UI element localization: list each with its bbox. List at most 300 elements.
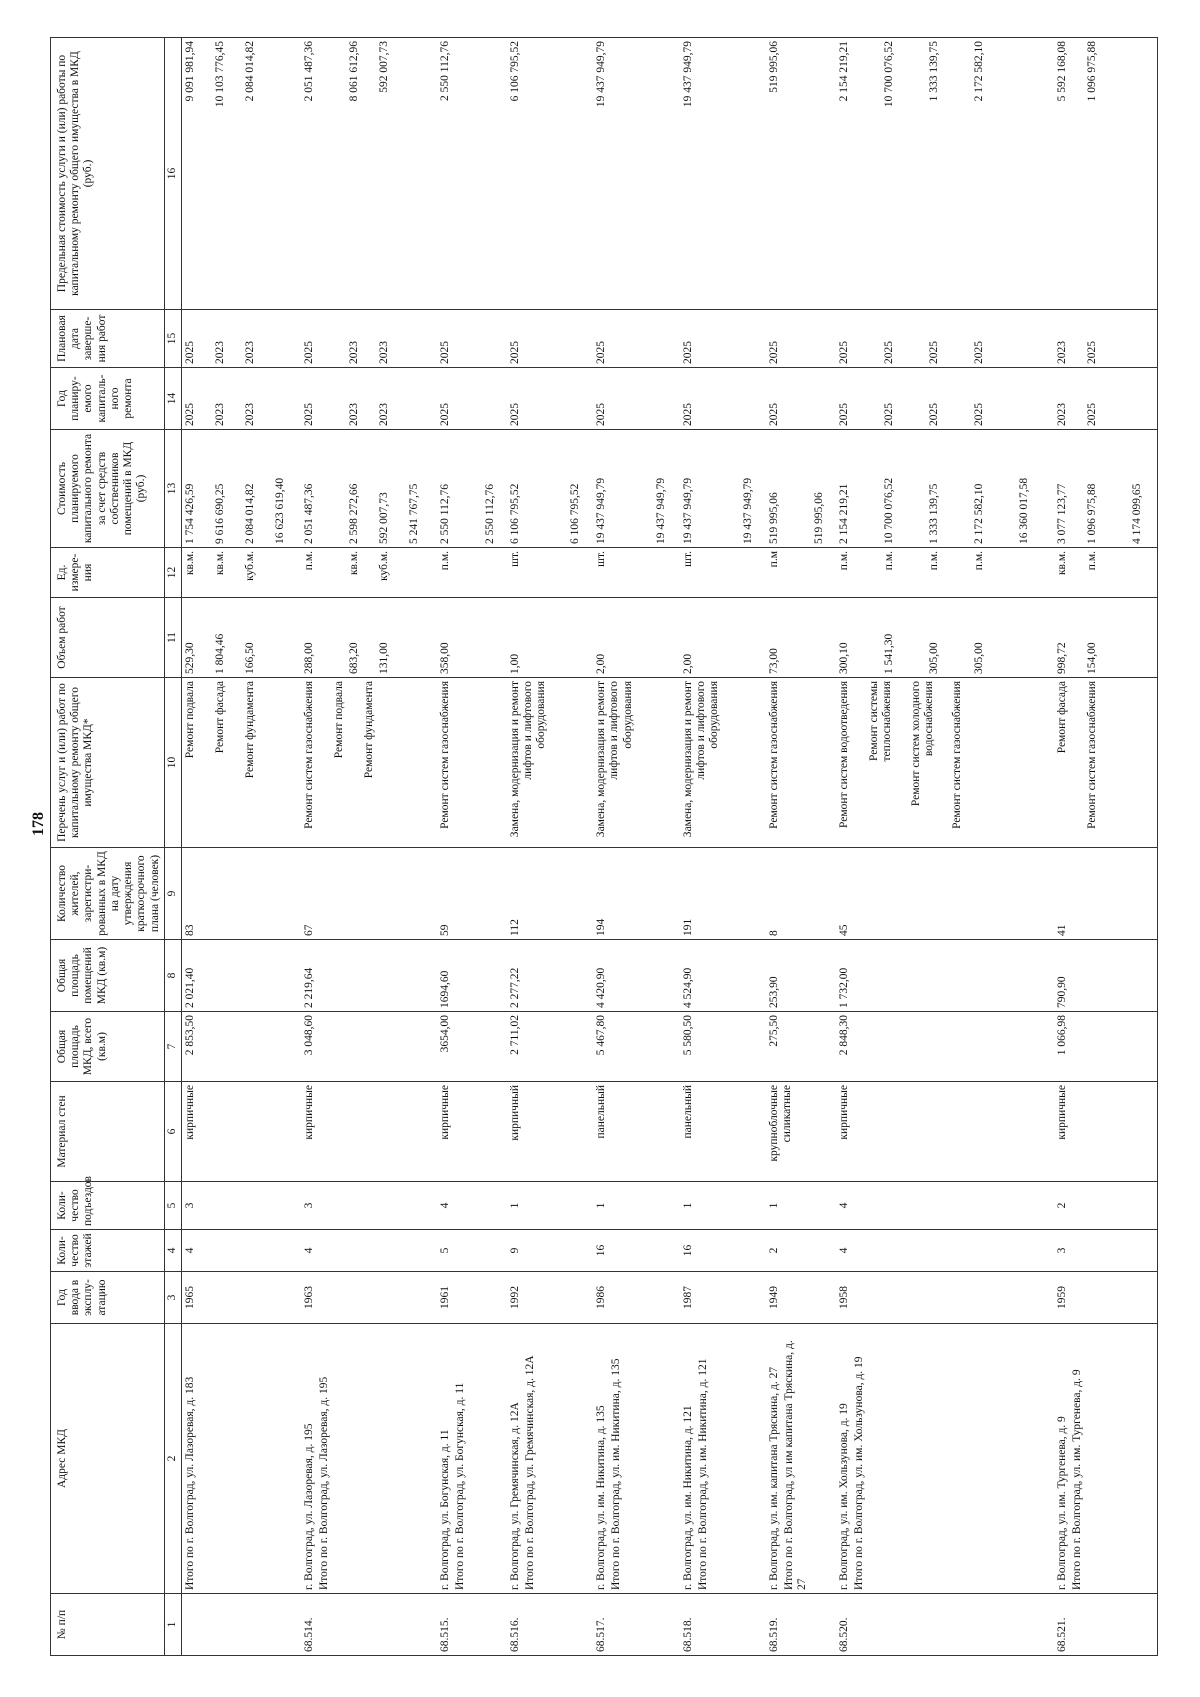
cell-line: Замена, модернизация и ремонт лифтов и лифтового оборудования: [681, 681, 721, 838]
table-cell: [437, 1082, 507, 1182]
cell-line: 5 592 168,08: [1055, 41, 1068, 102]
cell-line: 68.519.: [768, 1617, 781, 1652]
cell-line: Ремонт фасада: [1055, 681, 1068, 754]
cell-line: 4: [838, 1202, 851, 1209]
table-cell: [766, 1324, 836, 1594]
cell-line: 16 623 619,40: [273, 477, 286, 544]
table-cell: [593, 848, 679, 940]
cell-line: кв.м.: [1055, 551, 1068, 576]
cell-line: 529,30: [183, 642, 196, 674]
cell-line: 790,90: [1055, 976, 1068, 1008]
cell-line: 2025: [928, 341, 941, 364]
table-cell: [437, 848, 507, 940]
table-cell: [301, 1272, 437, 1324]
cell-line: Итого по г. Волгоград, ул. им. Никитина, д. 135: [610, 1358, 623, 1590]
cell-line: 45: [838, 924, 851, 936]
table-cell: [680, 1230, 766, 1272]
column-number: 2: [164, 1324, 181, 1594]
cell-line: 2 172 582,10: [973, 483, 986, 544]
table-cell: [766, 1012, 836, 1082]
table-cell: [766, 430, 836, 548]
table-cell: [593, 1594, 679, 1656]
table-cell: [437, 38, 507, 310]
column-number: 10: [164, 678, 181, 848]
cell-line: 2 051 487,36: [303, 483, 316, 544]
table-cell: [507, 1230, 593, 1272]
page-number: 178: [30, 812, 47, 836]
table-cell: [507, 1082, 593, 1182]
table-cell: [1054, 1324, 1158, 1594]
column-number: 15: [164, 310, 181, 368]
cell-line: 3 077 123,77: [1055, 483, 1068, 544]
table-cell: [1054, 1230, 1158, 1272]
cell-line: 3 048,60: [303, 1015, 316, 1056]
table-cell: [1054, 598, 1158, 678]
table-cell: [593, 38, 679, 310]
cell-line: 1965: [183, 1286, 196, 1309]
table-cell: [437, 1272, 507, 1324]
cell-line: 2 154 219,21: [838, 41, 851, 102]
cell-line: Ремонт фундамента: [243, 681, 256, 779]
cell-line: 2: [768, 1247, 781, 1254]
cell-line: Итого по г. Волгоград, ул. Богунская, д. 11: [453, 1382, 466, 1590]
cell-line: 68.514.: [303, 1617, 316, 1652]
table-cell: [1054, 1082, 1158, 1182]
cell-line: 358,00: [438, 642, 451, 674]
table-row: [437, 38, 507, 1656]
table-cell: [181, 1272, 301, 1324]
cell-line: г. Волгоград, ул. им. Тургенева, д. 9: [1055, 1416, 1068, 1590]
cell-line: 4 174 099,65: [1130, 483, 1143, 544]
table-cell: [766, 1230, 836, 1272]
cell-line: панельный: [681, 1085, 694, 1139]
cell-line: шт.: [595, 551, 608, 567]
cell-line: Ремонт систем газоснабжения: [303, 681, 316, 829]
cell-line: 2023: [213, 341, 226, 364]
cell-line: 112: [508, 919, 521, 936]
cell-line: 3: [1055, 1247, 1068, 1254]
table-cell: [181, 1012, 301, 1082]
cell-line: кирпичные: [1055, 1085, 1068, 1140]
table-row: [507, 38, 593, 1656]
column-header: Плановая дата заверше-ния работ: [51, 310, 165, 368]
cell-line: 2025: [681, 341, 694, 364]
table-cell: [593, 1012, 679, 1082]
cell-line: 2025: [595, 341, 608, 364]
table-cell: [593, 1182, 679, 1230]
cell-line: Ремонт систем газоснабжения: [1085, 681, 1098, 829]
column-number-row: [164, 38, 181, 1656]
cell-line: 68.515.: [438, 1617, 451, 1652]
column-number: 4: [164, 1230, 181, 1272]
cell-line: 10 103 776,45: [213, 41, 226, 108]
cell-line: п.м.: [303, 551, 316, 571]
cell-line: 1958: [838, 1286, 851, 1309]
table-cell: [181, 1324, 301, 1594]
table-cell: [301, 848, 437, 940]
table-row: [301, 38, 437, 1656]
cell-line: куб.м.: [378, 551, 391, 581]
cell-line: п.м.: [973, 551, 986, 571]
cell-line: 4 524,90: [681, 967, 694, 1008]
table-cell: [766, 368, 836, 430]
cell-line: Ремонт систем газоснабжения: [951, 681, 964, 829]
cell-line: 2025: [973, 341, 986, 364]
cell-line: Замена, модернизация и ремонт лифтов и лифтового оборудования: [508, 681, 548, 838]
cell-line: 1,00: [508, 653, 521, 674]
table-row: [181, 38, 301, 1656]
table-cell: [507, 548, 593, 598]
table-cell: [1054, 310, 1158, 368]
table-cell: [507, 1012, 593, 1082]
cell-line: 2 711,02: [508, 1015, 521, 1055]
column-header: Адрес МКД: [51, 1324, 165, 1594]
column-number: 16: [164, 38, 181, 310]
table-cell: [301, 1082, 437, 1182]
cell-line: 275,50: [768, 1015, 781, 1047]
table-cell: [766, 1594, 836, 1656]
cell-line: 2025: [768, 341, 781, 364]
column-header: Стоимость планируемого капитального ремонта за счет средств собственников помещений в МКД (руб.): [51, 430, 165, 548]
column-number: 3: [164, 1272, 181, 1324]
cell-line: 154,00: [1085, 642, 1098, 674]
table-cell: [836, 548, 1054, 598]
cell-line: 1 541,30: [883, 633, 896, 674]
cell-line: 2023: [213, 403, 226, 426]
column-number: 8: [164, 940, 181, 1012]
cell-line: 5 241 767,75: [408, 483, 421, 544]
table-cell: [301, 1230, 437, 1272]
cell-line: 2025: [681, 403, 694, 426]
cell-line: 68.521.: [1055, 1617, 1068, 1652]
table-cell: [507, 1272, 593, 1324]
table-cell: [593, 940, 679, 1012]
cell-line: 519 995,06: [813, 492, 826, 544]
table-row: [836, 38, 1054, 1656]
cell-line: 1: [595, 1202, 608, 1209]
column-number: 9: [164, 848, 181, 940]
cell-line: 305,00: [973, 642, 986, 674]
table-cell: [680, 1594, 766, 1656]
cell-line: 2025: [438, 341, 451, 364]
cell-line: 1 096 975,88: [1085, 483, 1098, 544]
cell-line: г. Волгоград, ул. Гремячинская, д. 12А: [508, 1402, 521, 1590]
cell-line: шт.: [508, 551, 521, 567]
cell-line: Итого по г. Волгоград, ул. им. Никитина, д. 121: [696, 1358, 709, 1590]
cell-line: 131,00: [378, 642, 391, 674]
table-cell: [836, 940, 1054, 1012]
table-cell: [437, 678, 507, 848]
cell-line: 2025: [838, 403, 851, 426]
cell-line: 83: [183, 924, 196, 936]
table-cell: [1054, 848, 1158, 940]
column-number: 14: [164, 368, 181, 430]
cell-line: 683,20: [348, 642, 361, 674]
table-cell: [836, 1182, 1054, 1230]
cell-line: 1 333 139,75: [928, 483, 941, 544]
cell-line: 41: [1055, 924, 1068, 936]
cell-line: 2025: [438, 403, 451, 426]
cell-line: 2025: [183, 403, 196, 426]
table-cell: [301, 1594, 437, 1656]
table-cell: [301, 430, 437, 548]
cell-line: 3: [303, 1202, 316, 1209]
capital-repair-table: [50, 37, 1158, 1656]
cell-line: 166,50: [243, 642, 256, 674]
cell-line: кирпичные: [303, 1085, 316, 1140]
cell-line: 1 804,46: [213, 633, 226, 674]
table-cell: [507, 368, 593, 430]
cell-line: 19 437 949,79: [741, 477, 754, 544]
cell-line: п.м: [768, 551, 781, 568]
cell-line: г. Волгоград, ул. им. Никитина, д. 121: [681, 1405, 694, 1590]
cell-line: 59: [438, 924, 451, 936]
table-cell: [836, 848, 1054, 940]
cell-line: 1961: [438, 1286, 451, 1309]
cell-line: кв.м.: [183, 551, 196, 576]
cell-line: Ремонт систем газоснабжения: [438, 681, 451, 829]
table-cell: [593, 368, 679, 430]
table-cell: [593, 1324, 679, 1594]
column-header: Коли-чество этажей: [51, 1230, 165, 1272]
cell-line: 3: [183, 1202, 196, 1209]
cell-line: 2 277,22: [508, 967, 521, 1008]
table-cell: [507, 940, 593, 1012]
table-cell: [766, 38, 836, 310]
table-cell: [437, 940, 507, 1012]
cell-line: 3654,00: [438, 1015, 451, 1053]
table-cell: [437, 1594, 507, 1656]
table-cell: [836, 38, 1054, 310]
table-cell: [836, 1082, 1054, 1182]
cell-line: 1963: [303, 1286, 316, 1309]
table-cell: [766, 598, 836, 678]
cell-line: 2025: [303, 403, 316, 426]
table-cell: [680, 598, 766, 678]
table-cell: [680, 310, 766, 368]
cell-line: 1 754 426,59: [183, 483, 196, 544]
cell-line: Ремонт систем холодного водоснабжения: [909, 681, 935, 807]
table-cell: [437, 430, 507, 548]
cell-line: 1 732,00: [838, 967, 851, 1008]
cell-line: 16: [681, 1244, 694, 1257]
cell-line: 6 106 795,52: [568, 483, 581, 544]
table-cell: [437, 548, 507, 598]
cell-line: 16: [595, 1244, 608, 1257]
column-number: 5: [164, 1182, 181, 1230]
column-header: Количество жителей, зарегистри-рованных в МКД на дату утверждения краткосрочного плана (человек): [51, 848, 165, 940]
table-cell: [836, 1324, 1054, 1594]
cell-line: г. Волгоград, ул. Лазоревая, д. 195: [303, 1423, 316, 1590]
column-header: № п/п: [51, 1594, 165, 1656]
cell-line: Ремонт подвала: [333, 681, 346, 759]
table-cell: [437, 1012, 507, 1082]
cell-line: Ремонт фундамента: [363, 681, 376, 779]
table-cell: [181, 430, 301, 548]
cell-line: кирпичные: [438, 1085, 451, 1140]
table-cell: [301, 368, 437, 430]
cell-line: Ремонт фасада: [213, 681, 226, 754]
cell-line: 2025: [883, 341, 896, 364]
table-cell: [181, 1594, 301, 1656]
cell-line: кв.м.: [213, 551, 226, 576]
rotated-page: [50, 38, 1158, 1656]
cell-line: 2025: [508, 341, 521, 364]
table-cell: [507, 1324, 593, 1594]
table-row: [766, 38, 836, 1656]
cell-line: Итого по г. Волгоград, ул им капитана Тряскина, д. 27: [783, 1340, 809, 1590]
cell-line: 68.520.: [838, 1617, 851, 1652]
cell-line: 2 051 487,36: [303, 41, 316, 102]
table-cell: [437, 598, 507, 678]
cell-line: Итого по г. Волгоград, ул. Лазоревая, д. 195: [318, 1376, 331, 1590]
cell-line: 2023: [348, 341, 361, 364]
table-cell: [836, 598, 1054, 678]
table-cell: [593, 1230, 679, 1272]
column-number: 6: [164, 1082, 181, 1182]
table-cell: [181, 1082, 301, 1182]
cell-line: куб.м.: [243, 551, 256, 581]
table-cell: [301, 598, 437, 678]
cell-line: Итого по г. Волгоград, ул. им. Тургенева, д. 9: [1070, 1369, 1083, 1590]
table-cell: [507, 38, 593, 310]
table-cell: [593, 678, 679, 848]
cell-line: 2 550 112,76: [483, 484, 496, 544]
cell-line: 2 021,40: [183, 967, 196, 1008]
cell-line: 5 467,80: [595, 1015, 608, 1056]
cell-line: 2 084 014,82: [243, 483, 256, 544]
table-cell: [1054, 430, 1158, 548]
table-cell: [437, 1182, 507, 1230]
cell-line: 1: [681, 1202, 694, 1209]
cell-line: Ремонт систем водоотведения: [838, 681, 851, 828]
table-cell: [181, 38, 301, 310]
cell-line: 6 106 795,52: [508, 483, 521, 544]
cell-line: 519 995,06: [768, 492, 781, 544]
cell-line: п.м.: [1085, 551, 1098, 571]
cell-line: 6 106 795,52: [508, 41, 521, 102]
cell-line: г. Волгоград, ул. им. капитана Тряскина, д. 27: [768, 1366, 781, 1590]
cell-line: 2023: [348, 403, 361, 426]
cell-line: 2 848,30: [838, 1015, 851, 1056]
cell-line: 2 598 272,66: [348, 483, 361, 544]
table-cell: [836, 678, 1054, 848]
table-cell: [680, 1324, 766, 1594]
cell-line: 16 360 017,58: [1018, 477, 1031, 544]
cell-line: 68.516.: [508, 1617, 521, 1652]
cell-line: крупноблочные силикатные: [768, 1085, 794, 1162]
column-number: 12: [164, 548, 181, 598]
cell-line: 288,00: [303, 642, 316, 674]
cell-line: 2 154 219,21: [838, 483, 851, 544]
cell-line: п.м.: [838, 551, 851, 571]
table-cell: [507, 1594, 593, 1656]
cell-line: 2023: [243, 403, 256, 426]
cell-line: 68.518.: [681, 1617, 694, 1652]
cell-line: 1987: [681, 1286, 694, 1309]
table-cell: [680, 430, 766, 548]
table-cell: [507, 678, 593, 848]
cell-line: п.м.: [883, 551, 896, 571]
cell-line: 2025: [183, 341, 196, 364]
cell-line: 592 007,73: [378, 41, 391, 93]
cell-line: 300,10: [838, 642, 851, 674]
cell-line: 4 420,90: [595, 967, 608, 1008]
table-cell: [301, 38, 437, 310]
cell-line: 1949: [768, 1286, 781, 1309]
cell-line: 2025: [973, 403, 986, 426]
table-cell: [836, 1230, 1054, 1272]
cell-line: шт.: [681, 551, 694, 567]
table-cell: [1054, 678, 1158, 848]
cell-line: Итого по г. Волгоград, ул. Гремячинская, д. 12А: [523, 1355, 536, 1590]
table-cell: [181, 848, 301, 940]
table-cell: [181, 1230, 301, 1272]
table-cell: [680, 940, 766, 1012]
column-header: Объем работ: [51, 598, 165, 678]
cell-line: 1694,60: [438, 970, 451, 1008]
cell-line: 2025: [1085, 403, 1098, 426]
cell-line: 4: [303, 1247, 316, 1254]
cell-line: кирпичные: [183, 1085, 196, 1140]
table-cell: [181, 310, 301, 368]
table-cell: [836, 1272, 1054, 1324]
cell-line: г. Волгоград, ул. Богунская, д. 11: [438, 1429, 451, 1590]
cell-line: 8: [768, 930, 781, 936]
column-number: 7: [164, 1012, 181, 1082]
cell-line: 10 700 076,52: [883, 477, 896, 544]
cell-line: 5 580,50: [681, 1015, 694, 1056]
table-cell: [301, 1324, 437, 1594]
cell-line: г. Волгоград, ул. им. Никитина, д. 135: [595, 1405, 608, 1590]
table-cell: [836, 368, 1054, 430]
cell-line: 1: [768, 1202, 781, 1209]
cell-line: Ремонт подвала: [183, 681, 196, 759]
cell-line: 1: [508, 1202, 521, 1209]
table-cell: [1054, 1182, 1158, 1230]
table-cell: [301, 310, 437, 368]
column-header: Материал стен: [51, 1082, 165, 1182]
cell-line: 1 066,98: [1055, 1015, 1068, 1056]
table-cell: [836, 1594, 1054, 1656]
table-cell: [680, 1272, 766, 1324]
table-cell: [437, 1230, 507, 1272]
table-cell: [766, 1082, 836, 1182]
table-cell: [301, 1012, 437, 1082]
cell-line: 2 219,64: [303, 967, 316, 1008]
cell-line: 191: [681, 918, 694, 936]
table-cell: [680, 368, 766, 430]
cell-line: 2023: [1055, 403, 1068, 426]
column-header: Предельная стоимость услуги и (или) работы по капитальному ремонту общего имущества в МКД (руб.): [51, 38, 165, 310]
table-cell: [766, 310, 836, 368]
table-cell: [301, 1182, 437, 1230]
table-cell: [593, 430, 679, 548]
table-cell: [680, 38, 766, 310]
table-cell: [507, 848, 593, 940]
cell-line: 4: [838, 1247, 851, 1254]
table-cell: [181, 940, 301, 1012]
table-cell: [507, 310, 593, 368]
cell-line: 305,00: [928, 642, 941, 674]
cell-line: 10 700 076,52: [883, 41, 896, 108]
column-header: Ед. измере-ния: [51, 548, 165, 598]
table-cell: [181, 548, 301, 598]
cell-line: 998,72: [1055, 642, 1068, 674]
cell-line: Ремонт систем газоснабжения: [768, 681, 781, 829]
column-header: Перечень услуг и (или) работ по капитальному ремонту общего имущества МКД*: [51, 678, 165, 848]
cell-line: 9 091 981,94: [183, 41, 196, 102]
